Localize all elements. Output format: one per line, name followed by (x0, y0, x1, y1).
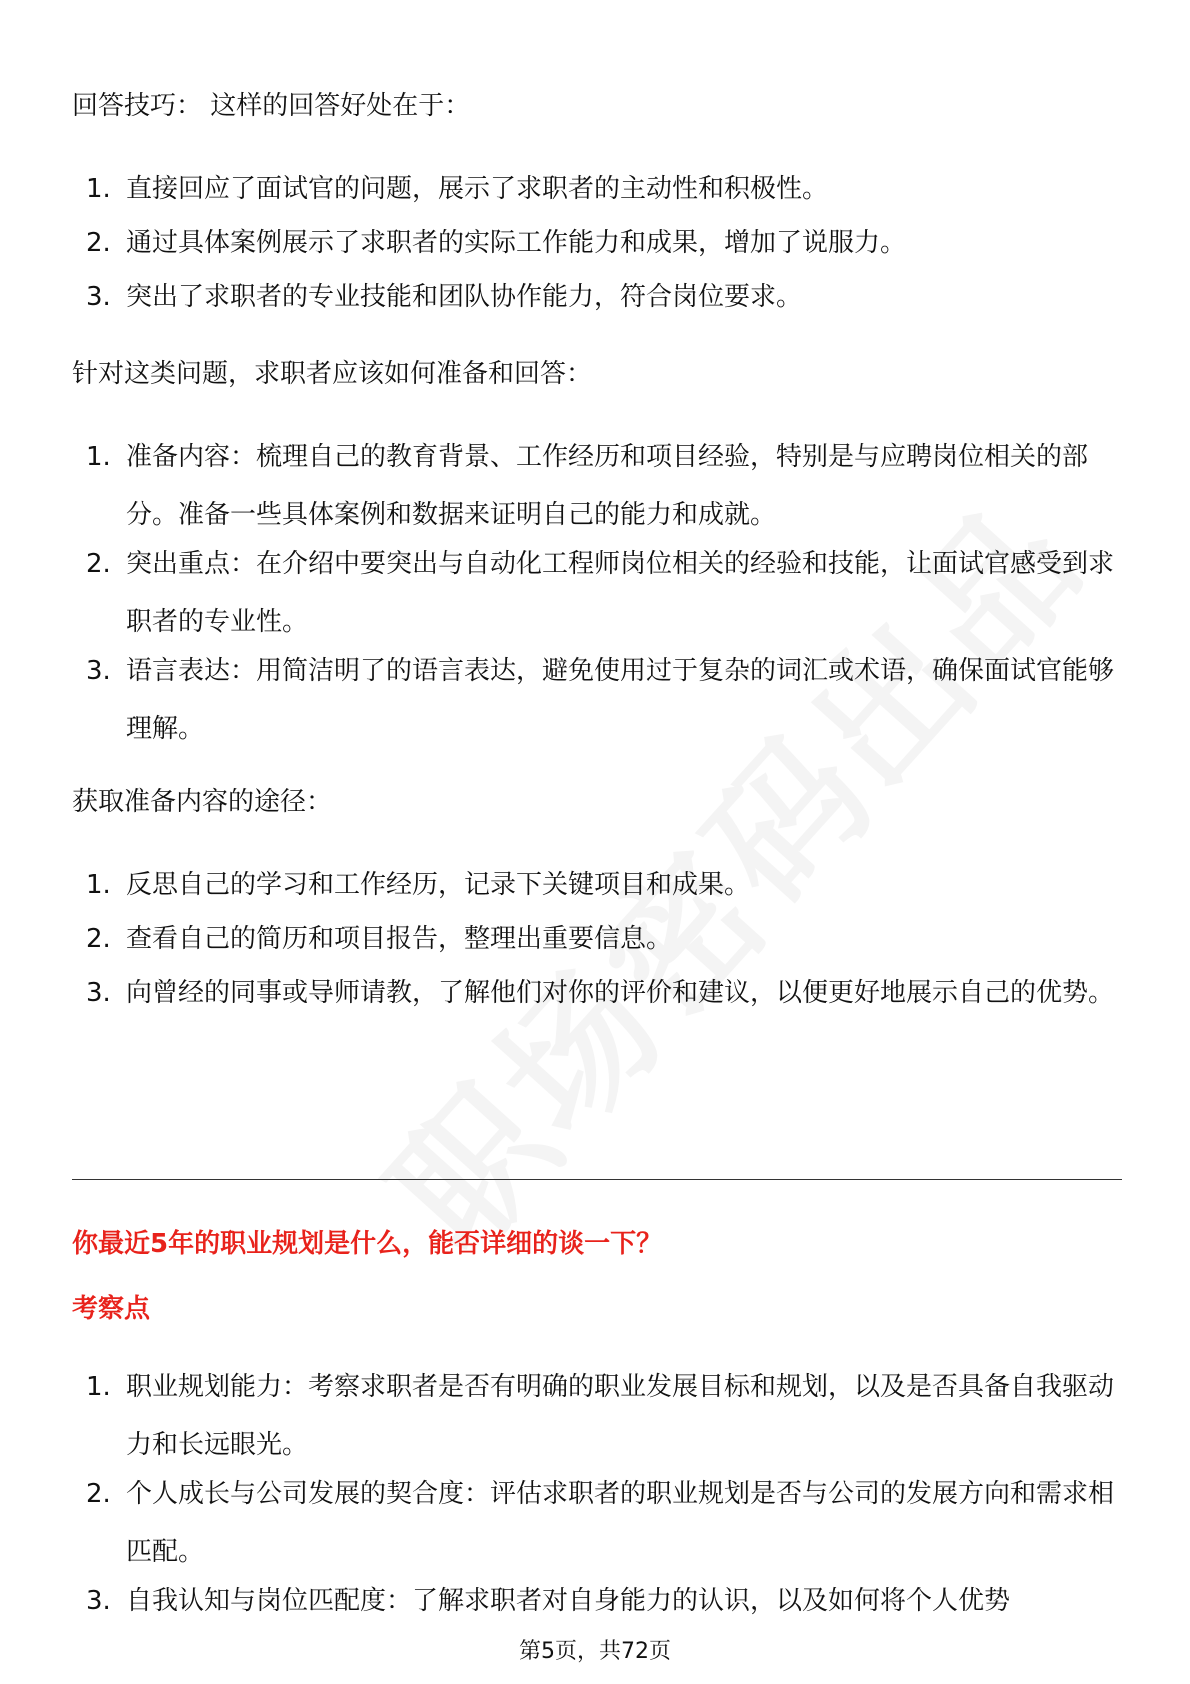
list-number: 2. (86, 924, 111, 954)
section-divider (72, 1179, 1122, 1180)
sources-heading: 获取准备内容的途径： (72, 787, 333, 817)
list-number: 3. (86, 1586, 111, 1616)
list-text: 反思自己的学习和工作经历，记录下关键项目和成果。 (126, 870, 751, 900)
list-text: 职业规划能力：考察求职者是否有明确的职业发展目标和规划，以及是否具备自我驱动力和长远眼光。 (126, 1372, 1115, 1460)
list-number: 1. (86, 870, 111, 900)
list-number: 2. (86, 228, 111, 258)
list-number: 1. (86, 174, 111, 204)
list-number: 2. (86, 549, 111, 579)
answer-tips-heading: 回答技巧： 这样的回答好处在于： (72, 91, 471, 121)
page-footer: 第5页，共72页 (519, 1639, 671, 1664)
list-text: 语言表达：用简洁明了的语言表达，避免使用过于复杂的词汇或术语，确保面试官能够理解。 (126, 656, 1115, 744)
list-number: 3. (86, 656, 111, 686)
list-text: 通过具体案例展示了求职者的实际工作能力和成果，增加了说服力。 (126, 228, 907, 258)
question-subtitle: 考察点 (72, 1294, 151, 1324)
list-number: 1. (86, 442, 111, 472)
list-number: 1. (86, 1372, 111, 1402)
list-text: 向曾经的同事或导师请教，了解他们对你的评价和建议，以便更好地展示自己的优势。 (126, 978, 1115, 1008)
question-title: 你最近5年的职业规划是什么，能否详细的谈一下？ (72, 1229, 663, 1259)
list-text: 直接回应了面试官的问题，展示了求职者的主动性和积极性。 (126, 174, 829, 204)
list-number: 2. (86, 1479, 111, 1509)
list-text: 突出重点：在介绍中要突出与自动化工程师岗位相关的经验和技能，让面试官感受到求职者的专业性。 (126, 549, 1115, 637)
list-text: 准备内容：梳理自己的教育背景、工作经历和项目经验，特别是与应聘岗位相关的部分。准备一些具体案例和数据来证明自己的能力和成就。 (126, 442, 1089, 530)
list-number: 3. (86, 978, 111, 1008)
list-number: 3. (86, 282, 111, 312)
list-text: 查看自己的简历和项目报告，整理出重要信息。 (126, 924, 673, 954)
list-text: 突出了求职者的专业技能和团队协作能力，符合岗位要求。 (126, 282, 803, 312)
prepare-heading: 针对这类问题，求职者应该如何准备和回答： (72, 359, 593, 389)
list-text: 自我认知与岗位匹配度：了解求职者对自身能力的认识，以及如何将个人优势 (126, 1586, 1011, 1616)
list-text: 个人成长与公司发展的契合度：评估求职者的职业规划是否与公司的发展方向和需求相匹配。 (126, 1479, 1115, 1567)
